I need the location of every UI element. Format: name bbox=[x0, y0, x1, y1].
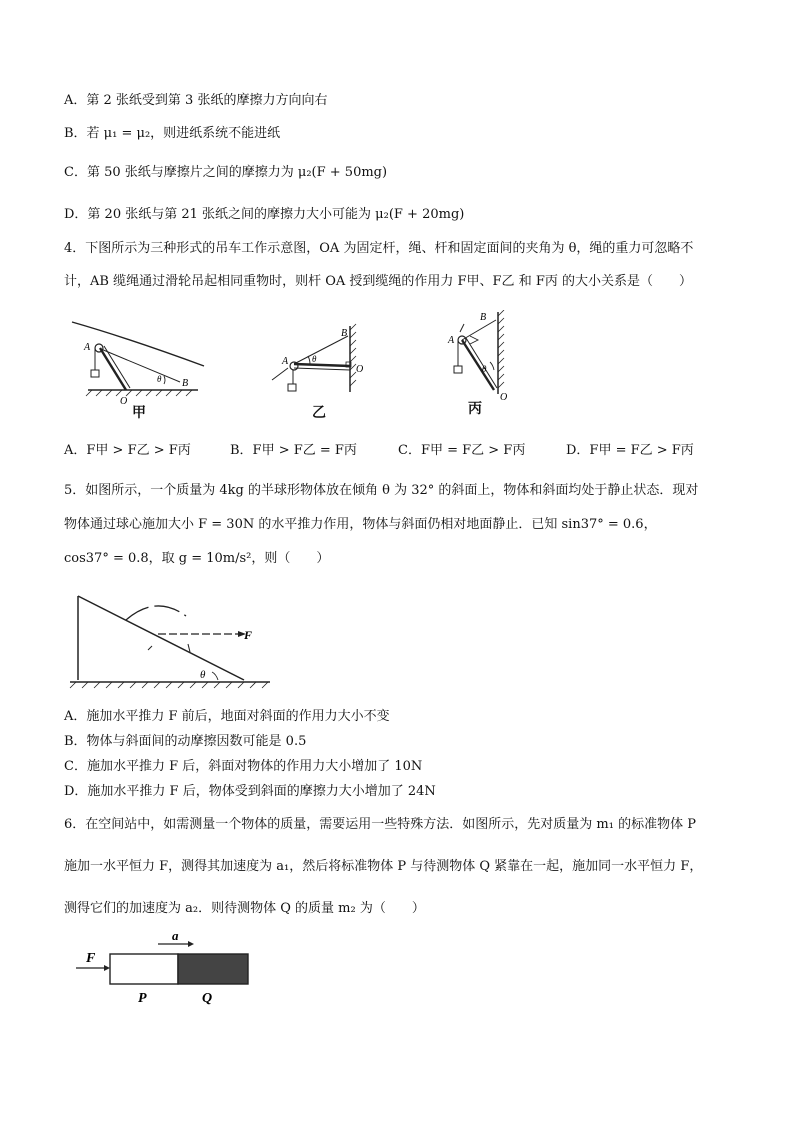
q5-fig-label-f: F bbox=[244, 628, 253, 642]
fig-label-bing: 丙 bbox=[468, 401, 482, 417]
fig1-label-b: B bbox=[182, 378, 189, 389]
q5-stem-line3: cos37° = 0.8，取 g = 10m/s²，则（ ） bbox=[64, 551, 330, 566]
q3-option-a: A．第 2 张纸受到第 3 张纸的摩擦力方向向右 bbox=[64, 93, 328, 108]
fig3-label-a: A bbox=[448, 335, 455, 346]
q3-option-c: C．第 50 张纸与摩擦片之间的摩擦力为 μ₂(F + 50mg) bbox=[64, 165, 388, 180]
fig-label-jia: 甲 bbox=[132, 405, 146, 421]
q4-stem-line1: 4．下图所示为三种形式的吊车工作示意图，OA 为固定杆，绳、杆和固定面间的夹角为 θ，绳的重力可忽略不 bbox=[64, 241, 694, 256]
q6-stem-line3: 测得它们的加速度为 a₂．则待测物体 Q 的质量 m₂ 为（ ） bbox=[64, 901, 425, 916]
q6-fig-label-a: a bbox=[172, 928, 179, 943]
q5-option-d: D．施加水平推力 F 后，物体受到斜面的摩擦力大小增加了 24N bbox=[64, 784, 436, 799]
fig2-label-a: A bbox=[282, 356, 289, 367]
q4-option-c: C．F甲 = F乙 > F丙 bbox=[398, 443, 526, 458]
q3-option-d: D．第 20 张纸与第 21 张纸之间的摩擦力大小可能为 μ₂(F + 20mg) bbox=[64, 207, 465, 222]
fig3-label-o: O bbox=[500, 392, 508, 402]
figure-bing bbox=[440, 310, 520, 402]
q4-option-b: B．F甲 > F乙 = F丙 bbox=[230, 443, 357, 458]
q4-stem-line2: 计，AB 缆绳通过滑轮吊起相同重物时，则杆 OA 授到缆绳的作用力 F甲、F乙 和 F丙 的大小关系是（ ） bbox=[64, 274, 692, 289]
q5-option-b: B．物体与斜面间的动摩擦因数可能是 0.5 bbox=[64, 734, 307, 749]
q5-option-a: A．施加水平推力 F 前后，地面对斜面的作用力大小不变 bbox=[64, 709, 390, 724]
figure-q6-blocks bbox=[72, 928, 262, 1008]
q6-stem-line1: 6．在空间站中，如需测量一个物体的质量，需要运用一些特殊方法．如图所示，先对质量为 m₁ 的标准物体 P bbox=[64, 817, 696, 832]
q6-fig-label-p: P bbox=[138, 991, 147, 1006]
figure-q5-incline bbox=[66, 586, 276, 696]
fig-label-yi: 乙 bbox=[312, 405, 326, 421]
q4-option-a: A．F甲 > F乙 > F丙 bbox=[64, 443, 191, 458]
q6-fig-label-q: Q bbox=[202, 991, 213, 1006]
q6-stem-line2: 施加一水平恒力 F，测得其加速度为 a₁，然后将标准物体 P 与待测物体 Q 紧靠在一起，施加同一水平恒力 F， bbox=[64, 859, 703, 874]
q4-option-d: D．F甲 = F乙 > F丙 bbox=[566, 443, 694, 458]
fig3-label-theta: θ bbox=[482, 364, 487, 374]
q5-fig-label-theta: θ bbox=[200, 669, 206, 681]
fig2-label-o: O bbox=[356, 364, 364, 375]
fig2-label-theta: θ bbox=[312, 354, 317, 364]
q5-option-c: C．施加水平推力 F 后，斜面对物体的作用力大小增加了 10N bbox=[64, 759, 423, 774]
fig1-label-theta: θ bbox=[157, 374, 162, 384]
q6-fig-label-f: F bbox=[86, 951, 96, 966]
figure-yi bbox=[266, 322, 376, 400]
fig2-label-b: B bbox=[341, 328, 348, 339]
q5-stem-line1: 5．如图所示，一个质量为 4kg 的半球形物体放在倾角 θ 为 32° 的斜面上，物体和斜面均处于静止状态．现对 bbox=[64, 483, 699, 498]
fig1-label-o: O bbox=[120, 396, 128, 407]
fig1-label-a: A bbox=[84, 342, 91, 353]
q5-stem-line2: 物体通过球心施加大小 F = 30N 的水平推力作用，物体与斜面仍相对地面静止．已知 sin37° = 0.6， bbox=[64, 517, 657, 532]
q3-option-b: B．若 μ₁ = μ₂，则进纸系统不能进纸 bbox=[64, 126, 281, 141]
fig3-label-b: B bbox=[480, 312, 487, 323]
